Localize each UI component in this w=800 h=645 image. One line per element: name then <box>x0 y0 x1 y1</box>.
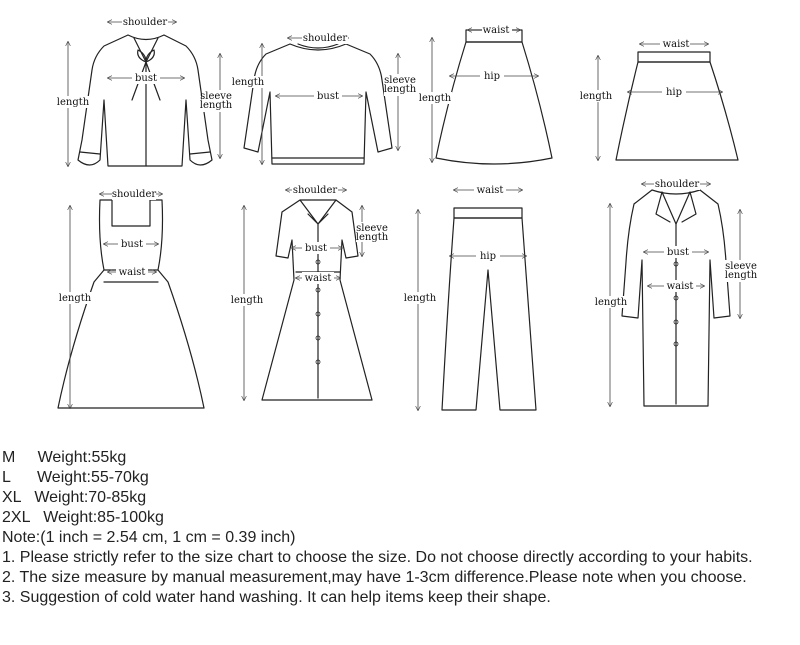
weight-label: Weight:70-85kg <box>34 489 147 506</box>
size-row <box>2 508 798 528</box>
dress1-waist-label: waist <box>118 267 146 278</box>
short-skirt-drawing <box>616 52 738 160</box>
coat-shoulder-label: shoulder <box>654 179 700 190</box>
a-line-skirt-drawing <box>436 30 552 164</box>
skirt1-length-label: length <box>418 93 452 104</box>
skirt1-waist-label: waist <box>482 25 510 36</box>
skirt2-hip-label: hip <box>665 87 683 98</box>
sweater-drawing <box>244 44 392 164</box>
weight-label: Weight:55-70kg <box>36 469 149 486</box>
sweater-length-label: length <box>231 77 265 88</box>
dress2-shoulder-label: shoulder <box>292 185 338 196</box>
instruction-2: 2. The size measure by manual measurement,may have 1-3cm difference.Please note when you choose. <box>2 569 747 586</box>
coat-waist-label: waist <box>666 281 694 292</box>
dress2-waist-label: waist <box>304 273 332 284</box>
size-info <box>2 448 798 608</box>
dress1-shoulder-label: shoulder <box>111 189 157 200</box>
dress2-length-label: length <box>230 295 264 306</box>
trousers-length-label: length <box>403 293 437 304</box>
unit-note: Note:(1 inch = 2.54 cm, 1 cm = 0.39 inch) <box>2 529 296 546</box>
size-row <box>2 488 798 508</box>
measure-labels <box>56 16 758 308</box>
sweater-shoulder-label: shoulder <box>302 33 348 44</box>
weight-label: Weight:85-100kg <box>43 509 164 526</box>
coat-sleeve-length-label: length <box>724 270 758 281</box>
buttons <box>316 260 678 364</box>
dress1-bust-label: bust <box>121 239 143 250</box>
size-label: L <box>2 469 11 486</box>
size-row <box>2 448 798 468</box>
blouse-sleeve-length-label: length <box>199 100 233 111</box>
trousers-waist-label: waist <box>476 185 504 196</box>
coat-sleeve-label: sleeve <box>725 261 757 272</box>
sweater-sleeve-label: sleeve <box>384 75 416 86</box>
trousers-hip-label: hip <box>479 251 497 262</box>
blouse-length-label: length <box>56 97 90 108</box>
dress2-sleeve-label: sleeve <box>356 223 388 234</box>
skirt1-hip-label: hip <box>483 71 501 82</box>
coat-drawing <box>622 190 730 406</box>
skirt2-length-label: length <box>579 91 613 102</box>
coat-length-label: length <box>594 297 628 308</box>
blouse-shoulder-label: shoulder <box>122 17 168 28</box>
sweater-bust-label: bust <box>317 91 339 102</box>
dress2-sleeve-length-label: length <box>355 232 389 243</box>
skirt2-waist-label: waist <box>662 39 690 50</box>
blouse-bust-label: bust <box>135 73 157 84</box>
sweater-sleeve-length-label: length <box>383 84 417 95</box>
size-row <box>2 468 798 488</box>
trousers-drawing <box>442 208 536 410</box>
blouse-drawing <box>78 35 212 166</box>
instruction-1: 1. Please strictly refer to the size chart to choose the size. Do not choose directly according to your habits. <box>2 549 753 566</box>
weight-label: Weight:55kg <box>37 449 127 466</box>
size-label: XL <box>2 489 21 506</box>
instruction-3: 3. Suggestion of cold water hand washing. It can help items keep their shape. <box>2 589 551 606</box>
dress1-length-label: length <box>58 293 92 304</box>
blouse-sleeve-label: sleeve <box>200 91 232 102</box>
coat-bust-label: bust <box>667 247 689 258</box>
size-label: M <box>2 449 16 466</box>
size-label: 2XL <box>2 509 30 526</box>
dress2-bust-label: bust <box>305 243 327 254</box>
